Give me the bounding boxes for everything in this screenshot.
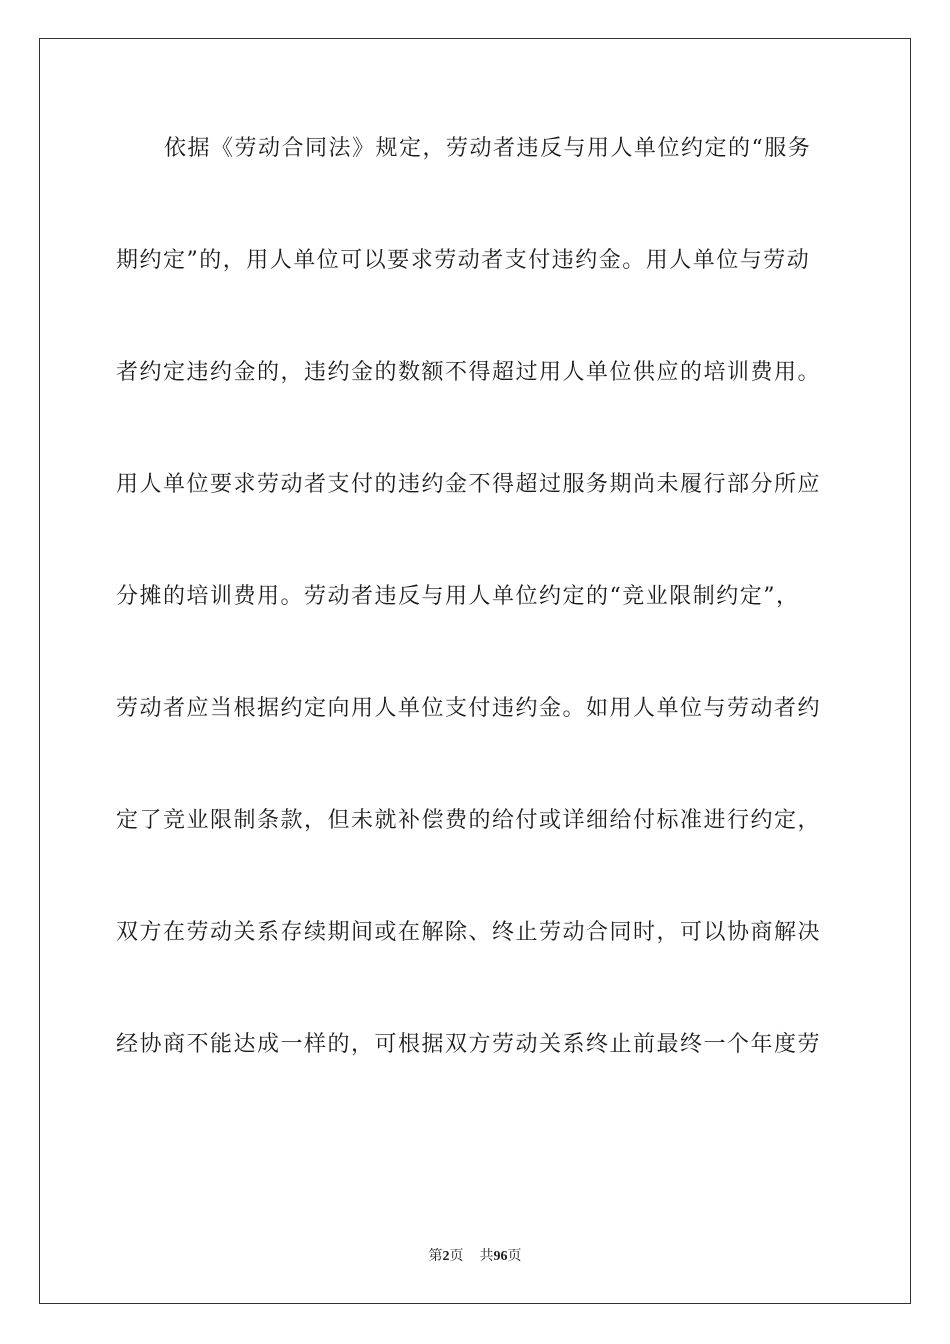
total-pages: 96 <box>493 1249 508 1264</box>
paragraph-line-3: 者约定违约金的，违约金的数额不得超过用人单位供应的培训费用。 <box>116 360 822 385</box>
paragraph-line-7: 定了竞业限制条款，但未就补偿费的给付或详细给付标准进行约定， <box>116 808 822 833</box>
paragraph-line-2: 期约定”的，用人单位可以要求劳动者支付违约金。用人单位与劳动 <box>116 248 811 273</box>
page-prefix: 第 <box>428 1248 443 1264</box>
paragraph-line-9: 经协商不能达成一样的，可根据双方劳动关系终止前最终一个年度劳 <box>116 1032 822 1057</box>
page-number: 2 <box>442 1249 450 1264</box>
page-footer <box>0 1247 950 1266</box>
page-border <box>39 38 911 1304</box>
paragraph-line-8: 双方在劳动关系存续期间或在解除、终止劳动合同时，可以协商解决 <box>116 920 822 945</box>
paragraph-line-6: 劳动者应当根据约定向用人单位支付违约金。如用人单位与劳动者约 <box>116 696 822 721</box>
paragraph-line-1: 依据《劳动合同法》规定，劳动者违反与用人单位约定的“服务 <box>164 136 812 161</box>
total-prefix: 共 <box>479 1248 494 1264</box>
paragraph-line-4: 用人单位要求劳动者支付的违约金不得超过服务期尚未履行部分所应 <box>116 472 822 497</box>
paragraph-line-5: 分摊的培训费用。劳动者违反与用人单位约定的“竞业限制约定”， <box>116 584 800 609</box>
total-suffix: 页 <box>507 1248 522 1264</box>
page-suffix: 页 <box>449 1248 464 1264</box>
